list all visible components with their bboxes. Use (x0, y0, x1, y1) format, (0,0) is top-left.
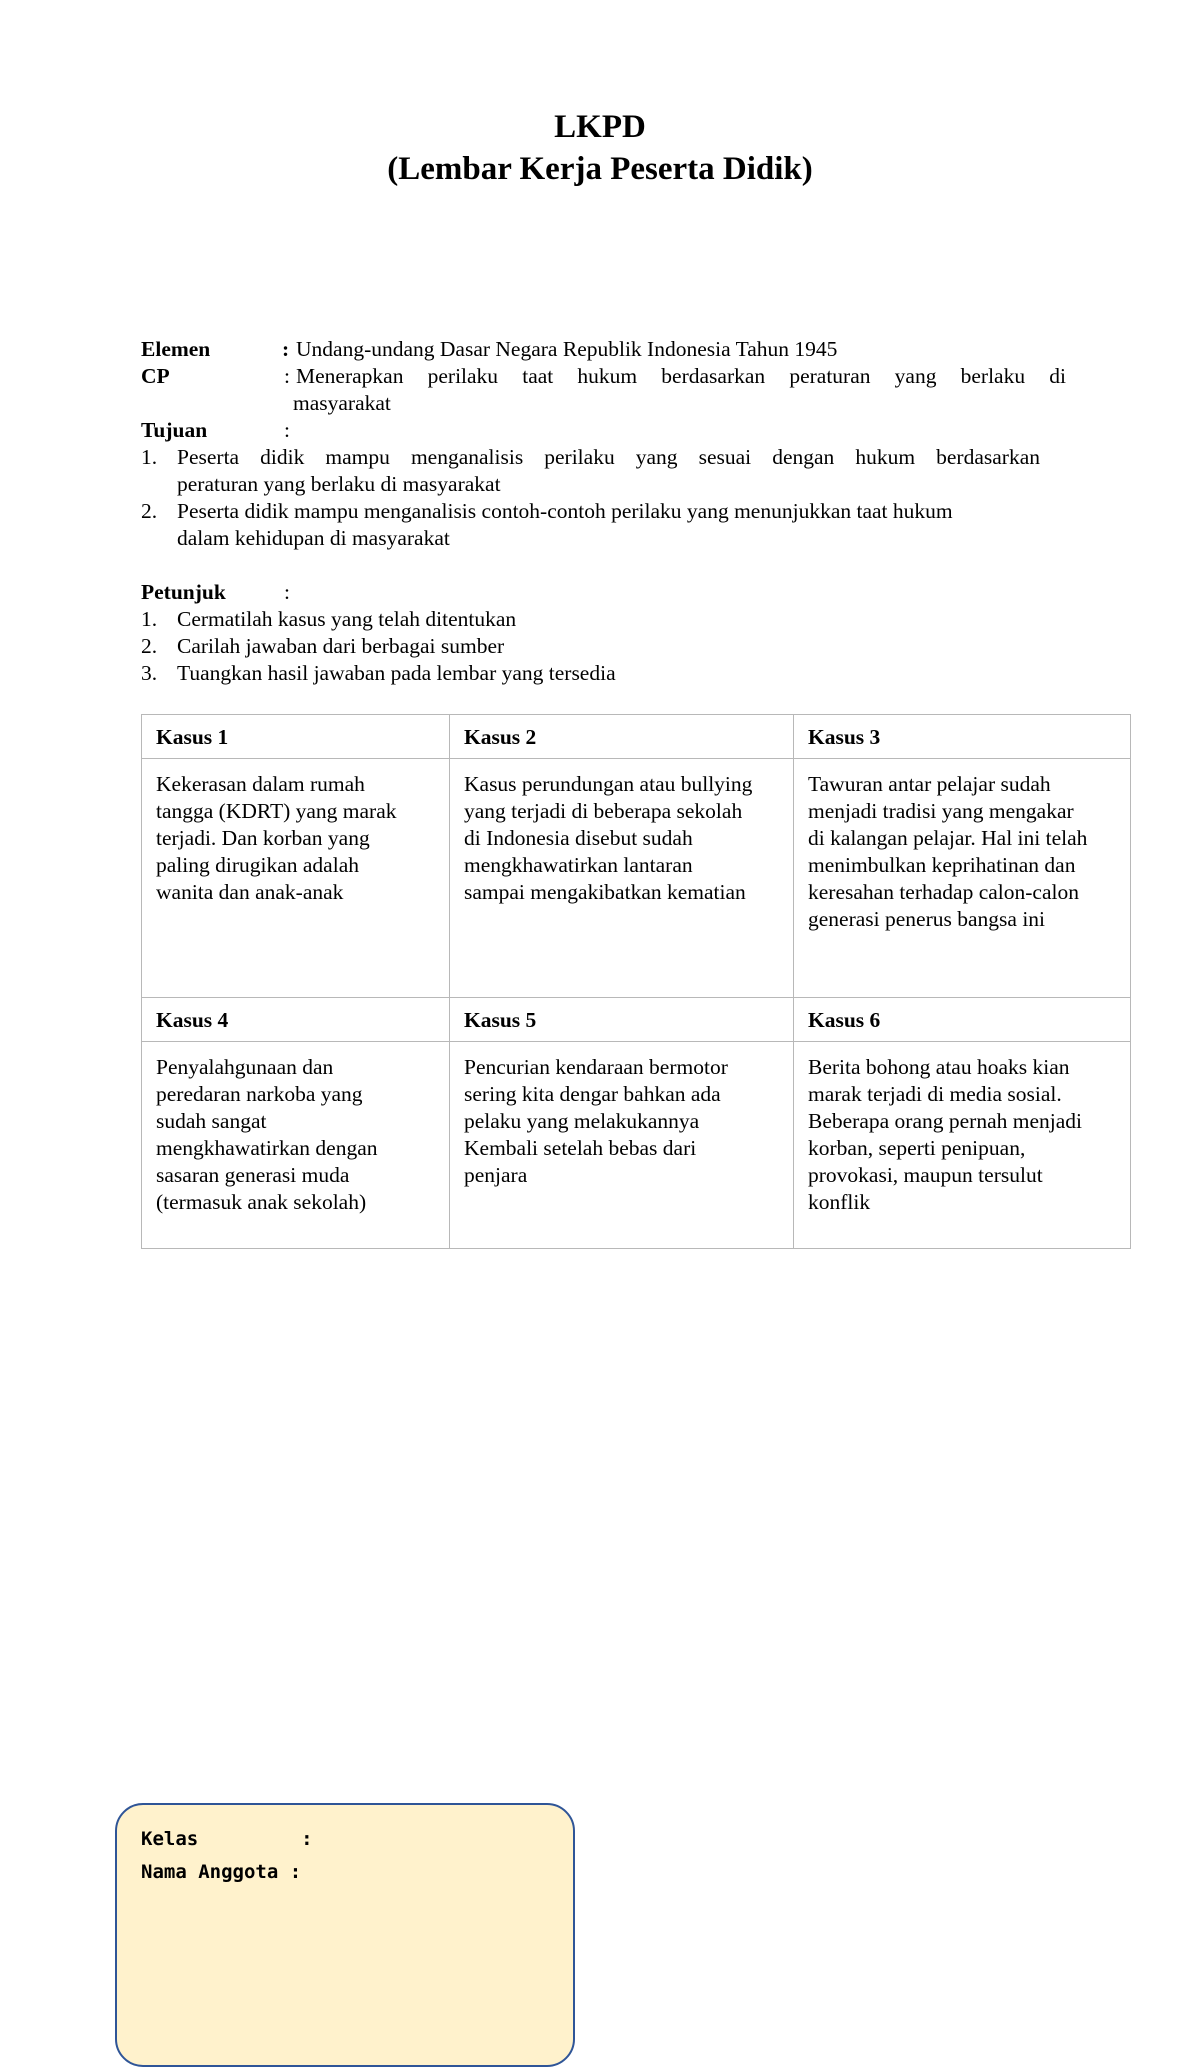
tujuan-item-number: 1. (141, 445, 158, 469)
case-title: Kasus 6 (794, 998, 1131, 1042)
case-description (450, 759, 794, 998)
tujuan-item-line: Peserta didik mampu menganalisis contoh-contoh perilaku yang menunjukkan taat hukum (177, 499, 953, 523)
tujuan-colon: : (284, 418, 290, 442)
case-line: menimbulkan keprihatinan dan (808, 853, 1076, 877)
elemen-value: Undang-undang Dasar Negara Republik Indonesia Tahun 1945 (296, 337, 838, 361)
case-line: sering kita dengar bahkan ada (464, 1082, 721, 1106)
case-line: generasi penerus bangsa ini (808, 907, 1046, 931)
kelas-label: Kelas : (141, 1828, 313, 1850)
case-title: Kasus 2 (450, 715, 794, 759)
case-line: sudah sangat (156, 1109, 267, 1133)
petunjuk-item-text: Tuangkan hasil jawaban pada lembar yang tersedia (177, 661, 616, 685)
case-description (794, 1042, 1131, 1249)
tujuan-item-line: Peserta didik mampu menganalisis perilaku yang sesuai dengan hukum berdasarkan (177, 445, 1040, 469)
case-title: Kasus 5 (450, 998, 794, 1042)
petunjuk-item-text: Cermatilah kasus yang telah ditentukan (177, 607, 517, 631)
case-line: Penyalahgunaan dan (156, 1055, 334, 1079)
elemen-label: Elemen (141, 337, 211, 361)
case-line: menjadi tradisi yang mengakar (808, 799, 1074, 823)
case-line: sampai mengakibatkan kematian (464, 880, 746, 904)
table-row (142, 715, 1131, 759)
cp-value-line2: masyarakat (293, 391, 391, 415)
case-title: Kasus 4 (142, 998, 450, 1042)
table-row (142, 1042, 1131, 1249)
case-line: Kembali setelah bebas dari (464, 1136, 697, 1160)
case-line: provokasi, maupun tersulut (808, 1163, 1043, 1187)
case-line: di kalangan pelajar. Hal ini telah (808, 826, 1088, 850)
case-line: Pencurian kendaraan bermotor (464, 1055, 728, 1079)
cp-label: CP (141, 364, 170, 388)
case-line: di Indonesia disebut sudah (464, 826, 693, 850)
case-line: yang terjadi di beberapa sekolah (464, 799, 743, 823)
tujuan-item-line: dalam kehidupan di masyarakat (177, 526, 450, 550)
petunjuk-item-number: 2. (141, 634, 158, 658)
tujuan-item-number: 2. (141, 499, 158, 523)
petunjuk-item-number: 1. (141, 607, 158, 631)
case-title: Kasus 1 (142, 715, 450, 759)
case-description (142, 759, 450, 998)
case-line: korban, seperti penipuan, (808, 1136, 1026, 1160)
case-description (142, 1042, 450, 1249)
case-line: terjadi. Dan korban yang (156, 826, 370, 850)
page-subtitle: (Lembar Kerja Peserta Didik) (387, 151, 813, 187)
table-row (142, 759, 1131, 998)
case-line: Berita bohong atau hoaks kian (808, 1055, 1070, 1079)
case-description (794, 759, 1131, 998)
case-line: mengkhawatirkan lantaran (464, 853, 693, 877)
case-line: sasaran generasi muda (156, 1163, 350, 1187)
cp-value-line1: Menerapkan perilaku taat hukum berdasarkan peraturan yang berlaku di (296, 364, 1066, 388)
petunjuk-colon: : (284, 580, 290, 604)
case-line: penjara (464, 1163, 528, 1187)
petunjuk-item-text: Carilah jawaban dari berbagai sumber (177, 634, 505, 658)
cases-table (141, 714, 1131, 1249)
group-info-box (115, 1803, 575, 2067)
case-description (450, 1042, 794, 1249)
case-line: Kasus perundungan atau bullying (464, 772, 753, 796)
case-line: keresahan terhadap calon-calon (808, 880, 1079, 904)
case-line: marak terjadi di media sosial. (808, 1082, 1062, 1106)
case-line: peredaran narkoba yang (156, 1082, 363, 1106)
case-line: Tawuran antar pelajar sudah (808, 772, 1051, 796)
case-line: paling dirugikan adalah (156, 853, 359, 877)
case-line: Kekerasan dalam rumah (156, 772, 365, 796)
tujuan-label: Tujuan (141, 418, 208, 442)
cp-colon: : (284, 364, 290, 388)
case-title: Kasus 3 (794, 715, 1131, 759)
case-line: Beberapa orang pernah menjadi (808, 1109, 1082, 1133)
page-title: LKPD (554, 109, 646, 145)
case-line: wanita dan anak-anak (156, 880, 344, 904)
case-line: tangga (KDRT) yang marak (156, 799, 397, 823)
case-line: konflik (808, 1190, 871, 1214)
elemen-colon: : (282, 337, 290, 361)
petunjuk-label: Petunjuk (141, 580, 226, 604)
case-line: (termasuk anak sekolah) (156, 1190, 367, 1214)
case-line: mengkhawatirkan dengan (156, 1136, 378, 1160)
nama-anggota-label: Nama Anggota : (141, 1861, 302, 1883)
case-line: pelaku yang melakukannya (464, 1109, 700, 1133)
table-row (142, 998, 1131, 1042)
tujuan-item-line: peraturan yang berlaku di masyarakat (177, 472, 501, 496)
petunjuk-item-number: 3. (141, 661, 158, 685)
